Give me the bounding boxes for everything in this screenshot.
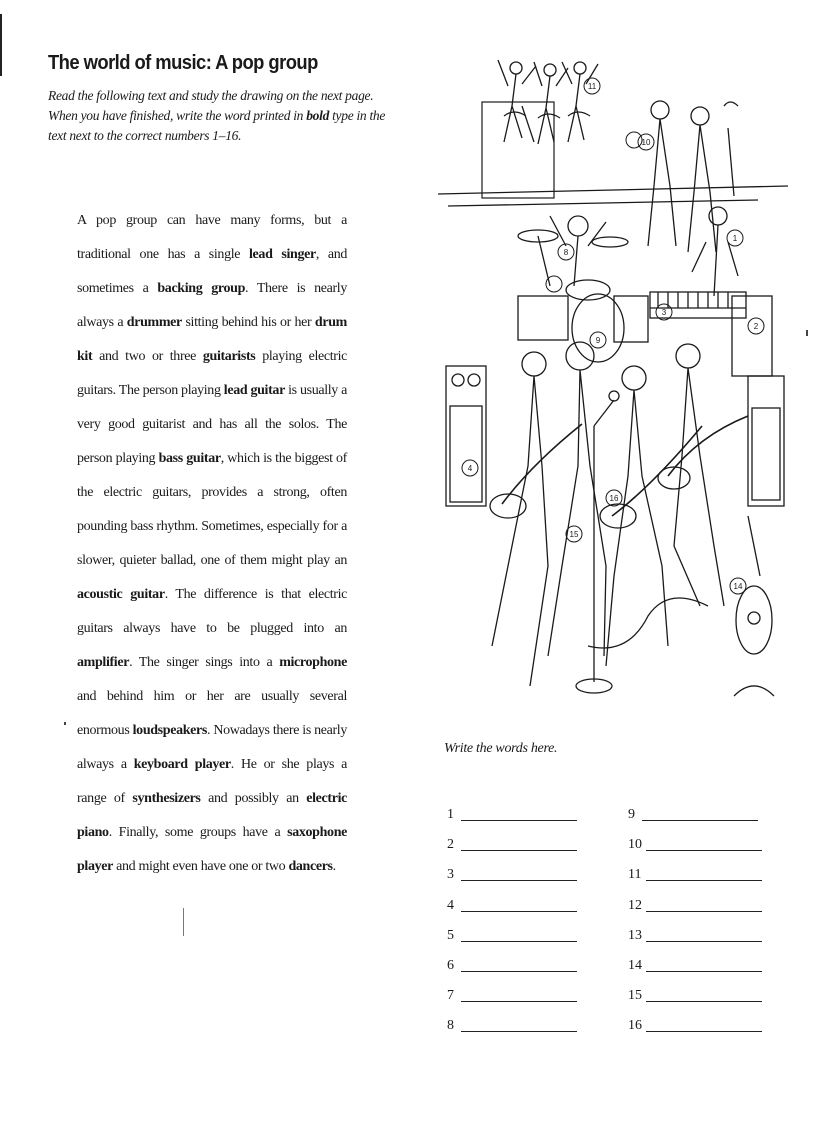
drum-kit-drawing [518,216,648,362]
answer-blank-line[interactable] [461,971,577,972]
loudspeakers-drawing [446,366,784,506]
answer-blank-line[interactable] [646,850,762,851]
answer-number: 8 [447,1018,454,1034]
key-word: drummer [126,315,182,330]
callout-2: 2 [753,322,759,331]
answer-blank-line[interactable] [646,1031,762,1032]
passage-text: . The singer sings into a [129,655,280,670]
answer-blank-line[interactable] [461,1031,577,1032]
answer-number: 13 [628,927,642,943]
reading-passage [77,204,347,884]
passage-text: sitting behind his or her [181,315,315,330]
callout-9: 9 [595,336,601,345]
scan-mark [183,908,184,936]
answer-blank-line[interactable] [646,971,762,972]
instructions-pre: Read the following text and study the drawing on the next page. When you have finished, write the word printed in [48,88,374,123]
answer-number: 16 [628,1018,642,1034]
passage-text: . [332,859,336,874]
answer-number: 2 [447,837,454,853]
passage-text: playing electric guitars. The person playing [77,349,348,398]
key-word: drum kit [77,315,347,364]
passage-text: , and sometimes a [77,247,348,296]
answer-number: 6 [447,958,454,973]
answer-blank-line[interactable] [461,1001,577,1002]
answer-blank-line[interactable] [461,850,577,851]
answer-number: 7 [447,988,454,1004]
key-word: lead singer [249,247,316,262]
answer-blank-line[interactable] [646,880,762,881]
answer-number: 1 [447,807,454,822]
key-word: saxophone player [77,825,347,874]
answer-blank-line[interactable] [461,820,577,821]
answer-blank-line[interactable] [461,880,577,881]
answer-number: 15 [628,988,642,1004]
page-title: The world of music: A pop group [48,52,318,74]
key-word: loudspeakers [132,723,207,738]
backing-group-drawing [648,101,738,252]
key-word: acoustic guitar [77,587,165,602]
answer-number: 10 [628,837,642,853]
passage-text: . The difference is that electric guitars always have to be plugged into an [77,587,347,636]
key-word: amplifier [77,655,130,670]
answer-blank-line[interactable] [461,911,577,912]
key-word: electric piano [77,791,347,840]
microphone-drawing [576,391,708,693]
scan-speck [806,330,808,336]
key-word: guitarists [202,349,256,364]
answer-number: 9 [628,807,635,822]
answer-blank-line[interactable] [646,911,762,912]
passage-text: is usually a very good guitarist and has all the solos. The person playing [77,383,347,466]
callout-numbers [462,78,764,594]
answer-blank-line[interactable] [461,941,577,942]
callout-15: 15 [569,530,579,539]
callout-16: 16 [609,494,619,503]
callout-1: 1 [732,234,738,243]
answer-number: 14 [628,958,642,973]
passage-text: and behind him or her are usually several enormous [77,689,347,738]
key-word: microphone [279,655,347,670]
callout-4: 4 [467,464,473,473]
passage-text: and might even have one or two [113,859,289,874]
key-word: keyboard player [133,757,231,772]
answer-blank-line[interactable] [642,820,758,821]
scan-speck [64,722,66,725]
margin-rule [0,14,2,76]
passage-text: , which is the biggest of the electric guitars, provides a strong, often pounding bass rhythm. Sometimes, especially for a slower, quieter ballad, one of them might play an [77,451,347,568]
key-word: dancers [288,859,333,874]
callout-10: 10 [641,138,651,147]
passage-text: and possibly an [200,791,307,806]
passage-text: . He or she plays a range of [77,757,348,806]
callout-14: 14 [733,582,743,591]
answer-blank-line[interactable] [646,941,762,942]
answer-number: 11 [628,867,642,883]
key-word: bass guitar [158,451,221,466]
instructions-post: type in the text next to the correct numbers 1–16. [48,108,386,143]
answer-number: 3 [447,867,454,883]
passage-text: . Finally, some groups have a [108,825,288,840]
instructions-bold-word: bold [306,108,330,123]
passage-text: and two or three [92,349,203,364]
pop-group-illustration [438,46,788,716]
keyboard-drawing [650,207,772,376]
callout-11: 11 [587,82,597,91]
answer-blank-line[interactable] [646,1001,762,1002]
answer-number: 4 [447,897,454,913]
key-word: synthesizers [132,791,201,806]
passage-text: . There is nearly always a [77,281,347,330]
write-words-heading: Write the words here. [444,741,558,756]
instructions [48,86,388,146]
acoustic-guitar-drawing [734,516,774,696]
passage-text: . Nowadays there is nearly always a [77,723,347,772]
key-word: lead guitar [223,383,285,398]
answer-number: 12 [628,897,642,913]
answer-number: 5 [447,927,454,943]
key-word: backing group [157,281,246,296]
callout-3: 3 [661,308,667,317]
passage-text: A pop group can have many forms, but a traditional one has a single [77,213,347,262]
callout-8: 8 [563,248,569,257]
